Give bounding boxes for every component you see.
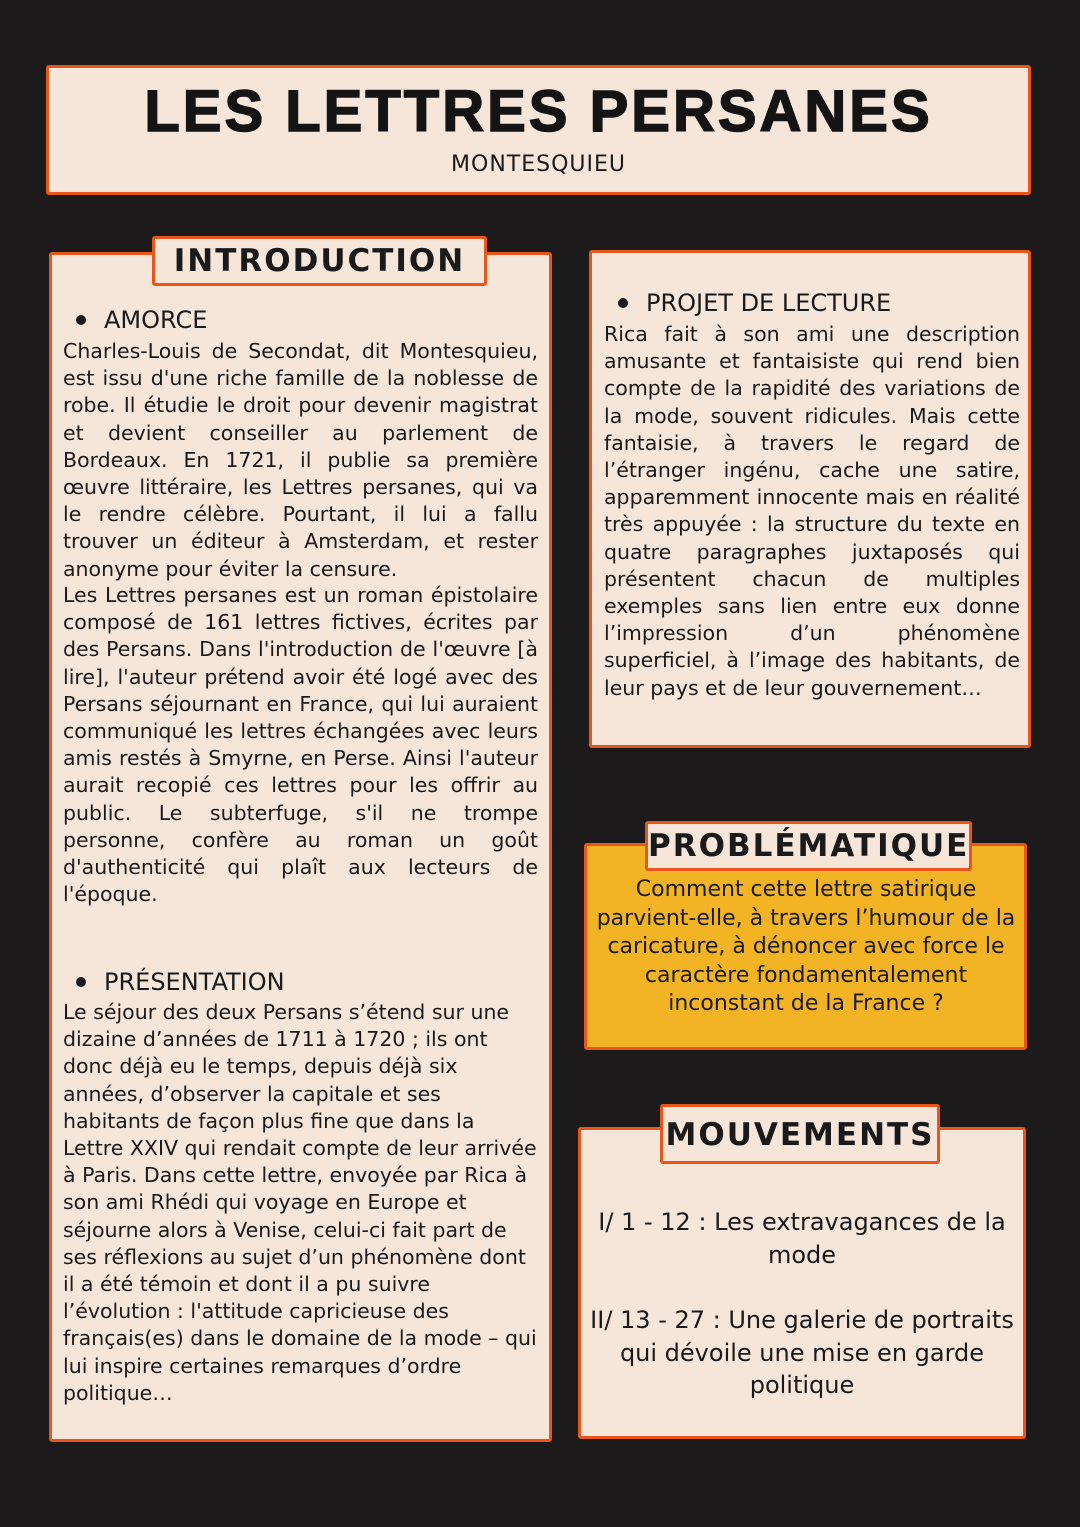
presentation-paragraph: Le séjour des deux Persans s’étend sur une dizaine d’années de 1711 à 1720 ; ils ont donc déjà eu le temps, depuis déjà six années, d’observer la capitale et ses habitants de façon plus fine que dans la Lettre XXIV qui rendait compte de leur arrivée à Paris. Dans cette lettre, envoyée par Rica à son ami Rhédi qui voyage en Europe et séjourne alors à Venise, celui-ci fait part de ses réflexions au sujet d’un phénomène dont il a été témoin et dont il a pu suivre l’évolution : l'attitude capricieuse des français(es) dans le domaine de la mode – qui lui inspire certaines remarques d’ordre politique… bbox=[63, 1000, 537, 1405]
bullet-icon bbox=[76, 315, 86, 325]
introduction-label: INTRODUCTION bbox=[152, 236, 487, 286]
author-name: MONTESQUIEU bbox=[451, 152, 626, 177]
projet-heading bbox=[606, 289, 891, 317]
problematique-label: PROBLÉMATIQUE bbox=[645, 821, 972, 871]
presentation-heading bbox=[62, 968, 285, 996]
mouvement-2: II/ 13 - 27 : Une galerie de portraits qui dévoile une mise en garde politique bbox=[590, 1306, 1014, 1399]
projet-heading-text: PROJET DE LECTURE bbox=[646, 289, 892, 317]
presentation-heading-text: PRÉSENTATION bbox=[104, 968, 285, 996]
title-panel bbox=[46, 65, 1031, 195]
bullet-icon bbox=[76, 977, 86, 987]
problematique-text: Comment cette lettre satirique parvient-elle, à travers l’humour de la caricature, à dénoncer avec force le caractère fondamentalement inconstant de la France ? bbox=[596, 877, 1016, 1016]
mouvements-label: MOUVEMENTS bbox=[660, 1104, 940, 1164]
amorce-paragraph-1: Charles-Louis de Secondat, dit Montesquieu, est issu d'une riche famille de la noblesse de robe. Il étudie le droit pour devenir magistrat et devient conseiller au parlement de Bordeaux. En 1721, il publie sa première œuvre littéraire, les Lettres persanes, qui va le rendre célèbre. Pourtant, il lui a fallu trouver un éditeur à Amsterdam, et rester anonyme pour éviter la censure. bbox=[63, 339, 538, 581]
amorce-paragraph-2: Les Lettres persanes est un roman épistolaire composé de 161 lettres fictives, écrites par des Persans. Dans l'introduction de l'œuvre [à lire], l'auteur prétend avoir été logé avec des Persans séjournant en France, qui lui auraient communiqué les lettres échangées avec leurs amis restés à Smyrne, en Perse. Ainsi l'auteur aurait recopié ces lettres pour les offrir au public. Le subterfuge, s'il ne trompe personne, confère au roman un goût d'authenticité qui plaît aux lecteurs de l'époque. bbox=[63, 583, 538, 907]
page-title: LES LETTRES PERSANES bbox=[144, 79, 933, 144]
amorce-heading bbox=[62, 306, 207, 334]
amorce-heading-text: AMORCE bbox=[104, 306, 208, 334]
mouvement-1: I/ 1 - 12 : Les extravagances de la mode bbox=[598, 1208, 1006, 1269]
projet-paragraph: Rica fait à son ami une description amusante et fantaisiste qui rend bien compte de la rapidité des variations de la mode, souvent ridicules. Mais cette fantaisie, à travers le regard de l’étranger ingénu, cache une satire, apparemment innocente mais en réalité très appuyée : la structure du texte en quatre paragraphes juxtaposés qui présentent chacun de multiples exemples sans lien entre eux donne l’impression d’un phénomène superficiel, à l’image des habitants, de leur pays et de leur gouvernement… bbox=[604, 322, 1020, 700]
bullet-icon bbox=[618, 298, 628, 308]
